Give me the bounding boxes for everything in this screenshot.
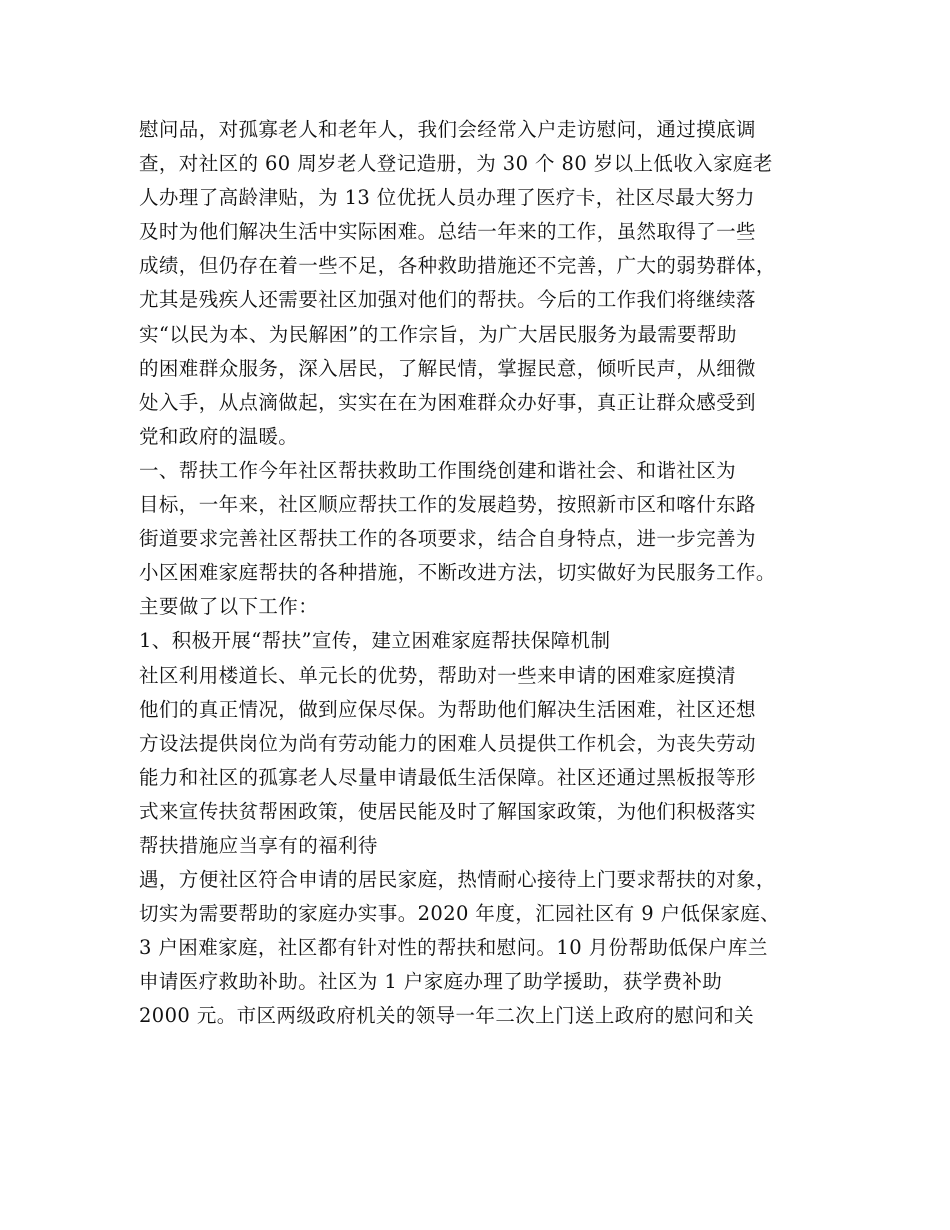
text-line: 帮扶措施应当享有的福利待 (139, 833, 378, 857)
text-line: 2000 元。市区两级政府机关的领导一年二次上门送上政府的慰问和关 (139, 1004, 755, 1028)
text-line: 党和政府的温暖。 (139, 424, 299, 448)
text-line: 方设法提供岗位为尚有劳动能力的困难人员提供工作机会，为丧失劳动 (139, 731, 756, 755)
subheading-line: 1、积极开展“帮扶”宣传，建立困难家庭帮扶保障机制 (139, 629, 611, 653)
text-line: 及时为他们解决生活中实际困难。总结一年来的工作，虽然取得了一些 (139, 220, 756, 244)
text-line: 尤其是残疾人还需要社区加强对他们的帮扶。今后的工作我们将继续落 (139, 288, 756, 312)
text-line: 申请医疗救助补助。社区为 1 户家庭办理了助学援助，获学费补助 (139, 970, 723, 994)
text-line: 目标，一年来，社区顺应帮扶工作的发展趋势，按照新市区和喀什东路 (139, 493, 756, 517)
text-line: 主要做了以下工作： (139, 595, 319, 619)
text-line: 成绩，但仍存在着一些不足，各种救助措施还不完善，广大的弱势群体， (139, 254, 776, 278)
section-heading-line: 一、帮扶工作今年社区帮扶救助工作围绕创建和谐社会、和谐社区为 (139, 458, 737, 482)
text-line: 查，对社区的 60 周岁老人登记造册，为 30 个 80 岁以上低收入家庭老 (139, 152, 773, 176)
text-line: 3 户困难家庭，社区都有针对性的帮扶和慰问。10 月份帮助低保户库兰 (139, 936, 768, 960)
text-line: 他们的真正情况，做到应保尽保。为帮助他们解决生活困难，社区还想 (139, 697, 756, 721)
body-text (139, 113, 829, 1034)
text-line: 慰问品，对孤寡老人和老年人，我们会经常入户走访慰问，通过摸底调 (139, 118, 756, 141)
text-line: 社区利用楼道长、单元长的优势，帮助对一些来申请的困难家庭摸清 (139, 663, 737, 687)
text-line: 实“以民为本、为民解困”的工作宗旨，为广大居民服务为最需要帮助 (139, 322, 737, 346)
text-line: 切实为需要帮助的家庭办实事。2020 年度，汇园社区有 9 户低保家庭、 (139, 902, 781, 926)
text-line: 式来宣传扶贫帮困政策，使居民能及时了解国家政策，为他们积极落实 (139, 799, 756, 823)
text-line: 小区困难家庭帮扶的各种措施，不断改进方法，切实做好为民服务工作。 (139, 561, 776, 585)
text-line: 人办理了高龄津贴，为 13 位优抚人员办理了医疗卡，社区尽最大努力 (139, 186, 755, 210)
text-line: 的困难群众服务，深入居民，了解民情，掌握民意，倾听民声，从细微 (139, 356, 756, 380)
text-line: 处入手，从点滴做起，实实在在为困难群众办好事，真正让群众感受到 (139, 390, 756, 414)
text-line: 能力和社区的孤寡老人尽量申请最低生活保障。社区还通过黑板报等形 (139, 765, 756, 789)
text-line: 街道要求完善社区帮扶工作的各项要求，结合自身特点，进一步完善为 (139, 527, 756, 551)
text-line: 遇，方便社区符合申请的居民家庭，热情耐心接待上门要求帮扶的对象， (139, 868, 776, 892)
